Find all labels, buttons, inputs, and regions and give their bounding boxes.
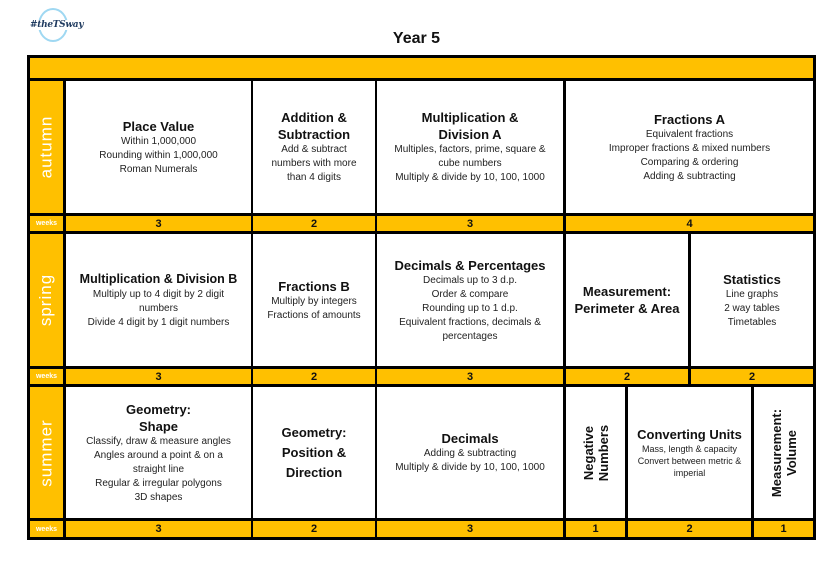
weeks-value: 2	[310, 370, 318, 383]
block-statistics: Statistics Line graphs 2 way tables Timetables	[723, 271, 781, 328]
block-multiplication-division-b: Multiplication & Division B Multiply up to 4 digit by 2 digit numbers Divide 4 digit by 1 digit numbers	[79, 271, 238, 328]
weeks-value: 2	[310, 217, 318, 230]
block-addition-subtraction: Addition & Subtraction Add & subtract numbers with more than 4 digits	[271, 110, 357, 183]
logo-text: #theTSway	[30, 20, 84, 30]
page-title: Year 5	[392, 30, 441, 47]
block-decimals-percentages: Decimals & Percentages Decimals up to 3 d.p. Order & compare Rounding up to 1 d.p. Equivalent fractions, decimals & percentages	[394, 257, 546, 342]
weeks-value: 4	[686, 217, 693, 230]
block-geometry-shape: Geometry: Shape Classify, draw & measure angles Angles around a point & on a straight line Regular & irregular polygons 3D shapes	[86, 401, 231, 503]
block-decimals: Decimals Adding & subtracting Multiply & divide by 10, 100, 1000	[395, 431, 545, 473]
season-autumn: autumn	[36, 115, 56, 179]
curriculum-grid	[27, 55, 816, 540]
weeks-value: 2	[748, 370, 756, 383]
weeks-value: 3	[466, 370, 474, 383]
block-converting-units: Converting Units Mass, length & capacity Convert between metric & imperial	[637, 427, 742, 478]
weeks-value: 1	[780, 523, 787, 535]
weeks-label: weeks	[35, 525, 58, 533]
block-fractions-b: Fractions B Multiply by integers Fractions of amounts	[267, 278, 361, 321]
weeks-value: 3	[155, 217, 162, 230]
weeks-value: 3	[155, 370, 162, 383]
weeks-value: 1	[592, 523, 599, 535]
weeks-value: 3	[466, 523, 474, 535]
block-volume: Measurement: Volume	[768, 408, 799, 497]
header-band	[30, 58, 813, 78]
weeks-value: 2	[686, 523, 693, 535]
season-spring: spring	[36, 273, 56, 327]
block-perimeter-area: Measurement: Perimeter & Area	[574, 284, 680, 316]
weeks-value: 2	[623, 370, 631, 383]
weeks-value: 3	[466, 217, 474, 230]
season-summer: summer	[36, 418, 56, 487]
weeks-label: weeks	[35, 373, 58, 380]
block-multiplication-division-a: Multiplication & Division A Multiples, factors, prime, square & cube numbers Multiply & divide by 10, 100, 1000	[394, 110, 546, 183]
block-fractions-a: Fractions A Equivalent fractions Improper fractions & mixed numbers Comparing & ordering Adding & subtracting	[608, 111, 771, 182]
block-place-value: Place Value Within 1,000,000 Rounding within 1,000,000 Roman Numerals	[99, 118, 218, 175]
block-negative-numbers: Negative Numbers	[580, 424, 611, 481]
weeks-value: 3	[155, 523, 162, 535]
weeks-label: weeks	[35, 220, 58, 227]
weeks-value: 2	[310, 523, 318, 535]
block-position-direction: Geometry: Position & Direction	[281, 424, 347, 480]
